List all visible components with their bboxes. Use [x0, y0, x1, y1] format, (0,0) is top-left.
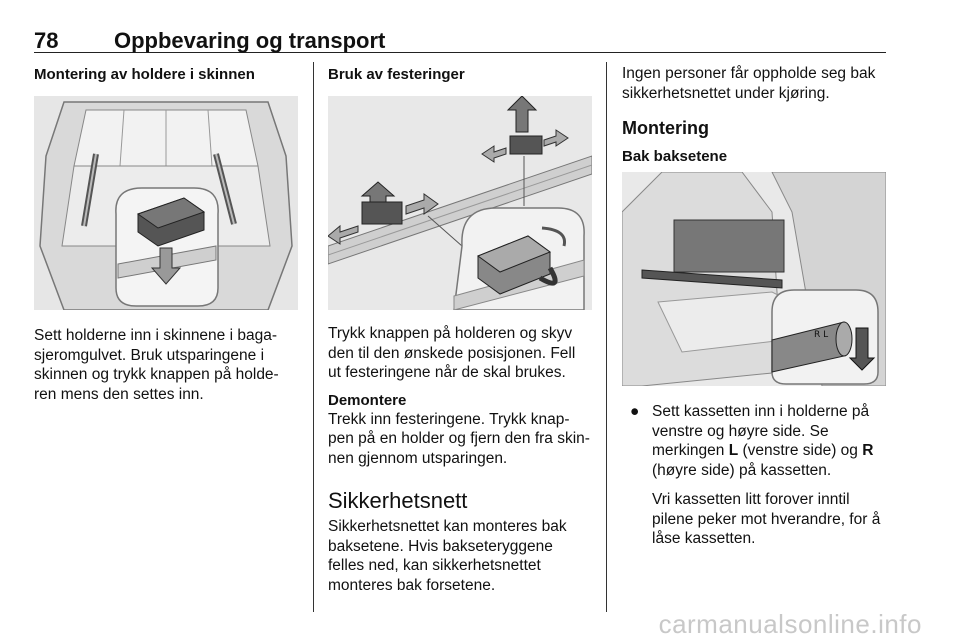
subheading-behind-rear-seats: Bak baksetene — [622, 148, 728, 165]
column-divider — [606, 62, 607, 612]
subheading-remove: Demontere — [328, 391, 407, 409]
bullet-text-part: (høyre side) på kassetten. — [652, 461, 832, 479]
bullet-insert-cassette — [622, 402, 888, 480]
illustration-trunk-rails — [34, 96, 298, 310]
paragraph-intro: Ingen personer får oppholde seg bak sikkerhetsnettet under kjøring. — [622, 65, 876, 102]
cassette-marking: R L — [814, 330, 829, 340]
subheading-using-rings: Bruk av festeringer — [328, 66, 465, 83]
subheading-mounting-holders: Montering av holdere i skinnen — [34, 66, 255, 83]
paragraph-safety-net: Sikkerhetsnettet kan monteres bak baksetene. Hvis bakseteryggene felles ned, kan sikkerhetsnettet monteres bak forsetene. — [328, 518, 567, 594]
column-1 — [34, 62, 298, 404]
bullet-text-part: (venstre side) og — [738, 442, 863, 459]
bullet-text-part: Sett kassetten inn i holderne på venstre og høyre side. Se merkingen — [652, 403, 870, 459]
illustration-cassette-mounting — [622, 172, 886, 386]
column-divider — [313, 62, 314, 612]
label-left: L — [728, 442, 739, 459]
page-header — [34, 26, 886, 53]
watermark: carmanualsonline.info — [658, 609, 922, 639]
paragraph-using-rings: Trykk knappen på holderen og skyv den til den ønskede posisjonen. Fell ut festeringene når de skal brukes. — [328, 325, 576, 381]
bullet-text — [652, 402, 888, 480]
page-number: 78 — [34, 28, 59, 53]
heading-mounting: Montering — [622, 118, 709, 138]
paragraph-mounting: Sett holderne inn i skinnene i baga-sjeromgulvet. Bruk utsparingene i skinnen og trykk knappen på holde-ren mens den settes inn. — [34, 327, 279, 403]
paragraph-rotate-cassette: Vri kassetten litt forover inntil pilene peker mot hverandre, for å låse kassetten. — [652, 491, 881, 547]
paragraph-remove: Trekk inn festeringene. Trykk knap-pen på en holder og fjern den fra skin-nen gjennom utsparingen. — [328, 410, 590, 467]
label-right: R — [862, 442, 874, 459]
column-2 — [328, 62, 592, 595]
section-title-safety-net: Sikkerhetsnett — [328, 488, 468, 513]
page-title: Oppbevaring og transport — [114, 28, 386, 53]
bullet-dot: ● — [630, 403, 640, 420]
column-3 — [622, 62, 888, 549]
illustration-tie-down-rings — [328, 96, 592, 310]
